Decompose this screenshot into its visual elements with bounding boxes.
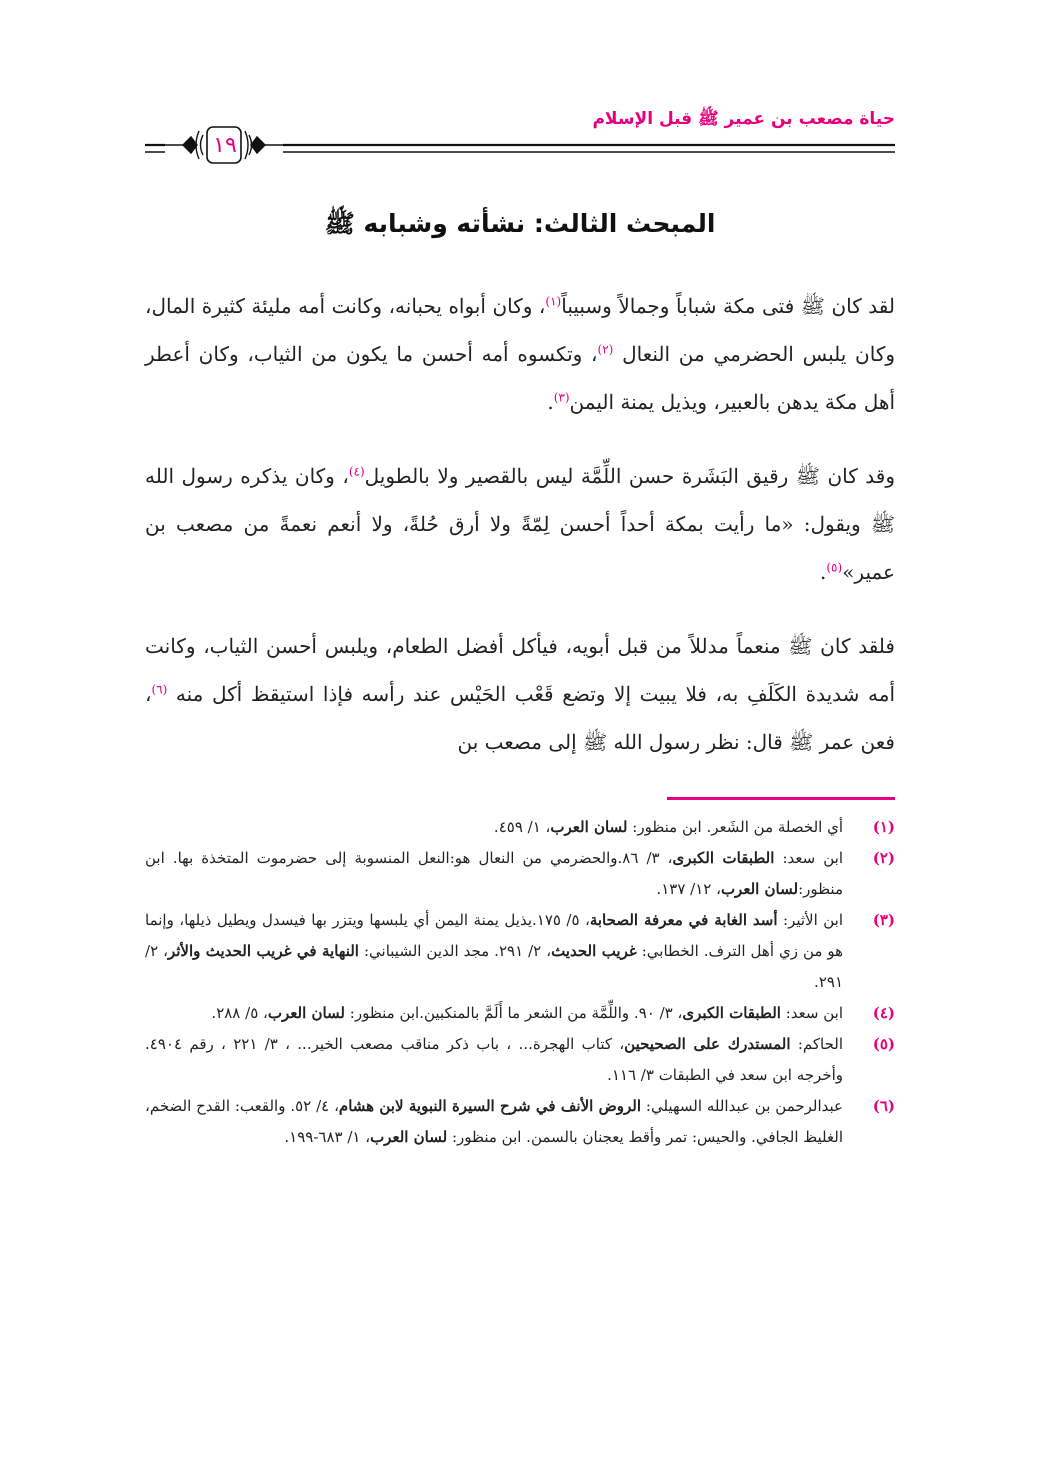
footnote-source-title: أسد الغابة في معرفة الصحابة: [589, 911, 778, 929]
footnote-text: الحاكم:: [790, 1035, 843, 1053]
footnote-source-title: الروض الأنف في شرح السيرة النبوية لابن هشام: [338, 1097, 642, 1115]
page-header: [145, 98, 895, 168]
footnote-ref[interactable]: (٥): [826, 560, 843, 575]
footnote-text: ، ١٢/ ١٣٧.: [656, 880, 721, 898]
footnote-ref[interactable]: (٦): [151, 682, 168, 697]
paragraph-3: [145, 622, 923, 766]
footnote-ref[interactable]: (٢): [597, 342, 614, 357]
footnote-text: ، ٣/ ٩٠. واللِّمَّة من الشعر ما أَلَمَّ بالمنكبين.ابن منظور:: [345, 1004, 683, 1022]
footnote-item: [145, 1091, 895, 1153]
paragraph-text: لقد كان ﷺ فتى مكة شباباً وجمالاً وسبيباً: [561, 294, 895, 318]
footnote-text: ، ١/ ٦٨٣-١٩٩.: [284, 1128, 371, 1146]
footnote-item: [145, 812, 895, 843]
footnote-text: ، ٢/ ٢٩١.: [145, 942, 843, 991]
footnote-text: ابن الأثير:: [777, 911, 843, 929]
footnote-item: [145, 843, 895, 905]
footnote-source-title: لسان العرب: [550, 818, 628, 836]
footnote-source-title: لسان العرب: [267, 1004, 345, 1022]
footnote-text: عبدالرحمن بن عبدالله السهيلي:: [641, 1097, 843, 1115]
footnote-number: (٢): [872, 849, 895, 867]
paragraph-text: ، وكان أبواه يحبانه، وكانت أمه مليئة كثيرة المال، وكان يلبس الحضرمي من النعال: [145, 294, 896, 366]
paragraph-text: ، فعن عمر ﷺ قال: نظر رسول الله ﷺ إلى مصعب بن: [145, 682, 895, 754]
running-title: حياة مصعب بن عمير ﷺ قبل الإسلام: [592, 109, 895, 129]
footnote-source-title: لسان العرب: [370, 1128, 448, 1146]
footnote-number: (٥): [872, 1035, 895, 1053]
footnote-source-title: الطبقات الكبرى: [682, 1004, 781, 1022]
footnote-text: ، ١/ ٤٥٩.: [493, 818, 551, 836]
footnote-ref[interactable]: (٣): [553, 390, 570, 405]
footnote-separator: [667, 797, 895, 800]
footnotes-list: [145, 812, 895, 1153]
footnote-number: (٣): [872, 911, 895, 929]
paragraph-text: فلقد كان ﷺ منعماً مدللاً من قبل أبويه، فيأكل أفضل الطعام، ويلبس أحسن الثياب، وكانت أمه شديدة الكَلَفِ به، فلا يبيت إلا وتضع قَعْب الحَيْس عند رأسه فإذا استيقظ أكل منه: [145, 634, 895, 706]
footnote-text: أي الخصلة من الشَعر. ابن منظور:: [627, 818, 843, 836]
footnote-text: ، ٣/ ٨٦.والحضرمي من النعال هو:النعل المنسوبة إلى حضرموت المتخذة بها. ابن منظور:: [145, 849, 843, 898]
footnote-number: (٤): [872, 1004, 895, 1022]
footnote-text: ، ٥/ ٢٨٨.: [211, 1004, 268, 1022]
footnote-text: ، ٥/ ١٧٥.يذيل يمنة اليمن أي يلبسها ويتزر بها فيسدل ويطيل ذيلها، وإنما هو من زي أهل الترف. الخطابي:: [145, 911, 844, 960]
footnote-ref[interactable]: (٤): [348, 464, 365, 479]
paragraph-2: [145, 452, 923, 596]
paragraph-text: ، وتكسوه أمه أحسن ما يكون من الثياب، وكان أعطر أهل مكة يدهن بالعبير، ويذيل يمنة اليمن: [145, 342, 895, 414]
footnote-source-title: المستدرك على الصحيحين: [624, 1035, 791, 1053]
page-number: ١٩: [213, 133, 237, 158]
footnote-text: ، ٢/ ٢٩١. مجد الدين الشيباني:: [358, 942, 552, 960]
section-title: المبحث الثالث: نشأته وشبابه ﷺ: [324, 209, 716, 238]
footnote-source-title: لسان العرب: [720, 880, 799, 898]
paragraph-text: .: [547, 390, 554, 414]
footnote-item: [145, 1029, 895, 1091]
footnote-item: [145, 998, 895, 1029]
footnote-text: ابن سعد:: [774, 849, 844, 867]
paragraph-text: وقد كان ﷺ رقيق البَشَرة حسن اللِّمَّة ليس بالقصير ولا بالطويل: [364, 464, 895, 488]
footnote-text: ، ٤/ ٥٢. والقعب: القدح الضخم، الغليظ الجافي. والحيس: تمر وأقط يعجنان بالسمن. ابن منظور:: [145, 1097, 843, 1146]
footnote-number: (٦): [872, 1097, 895, 1115]
footnote-text: ابن سعد:: [780, 1004, 843, 1022]
footnote-item: [145, 905, 895, 998]
paragraph-text: ، وكان يذكره رسول الله ﷺ ويقول: «ما رأيت بمكة أحداً أحسن لِمّةً ولا أرق حُلةً، ولا أنعم نعمةً من مصعب بن عمير»: [145, 464, 895, 584]
footnote-ref[interactable]: (١): [545, 294, 562, 309]
footnote-source-title: غريب الحديث: [551, 942, 637, 960]
footnote-source-title: النهاية في غريب الحديث والأثر: [167, 942, 359, 960]
paragraph-1: [145, 282, 923, 426]
paragraph-text: .: [820, 560, 827, 584]
footnote-text: ، كتاب الهجرة... ، باب ذكر مناقب مصعب الخير... ، ٣/ ٢٢١ ، رقم ٤٩٠٤. وأخرجه ابن سعد في الطبقات ٣/ ١١٦.: [145, 1035, 843, 1084]
footnote-number: (١): [872, 818, 895, 836]
footnote-source-title: الطبقات الكبرى: [672, 849, 775, 867]
